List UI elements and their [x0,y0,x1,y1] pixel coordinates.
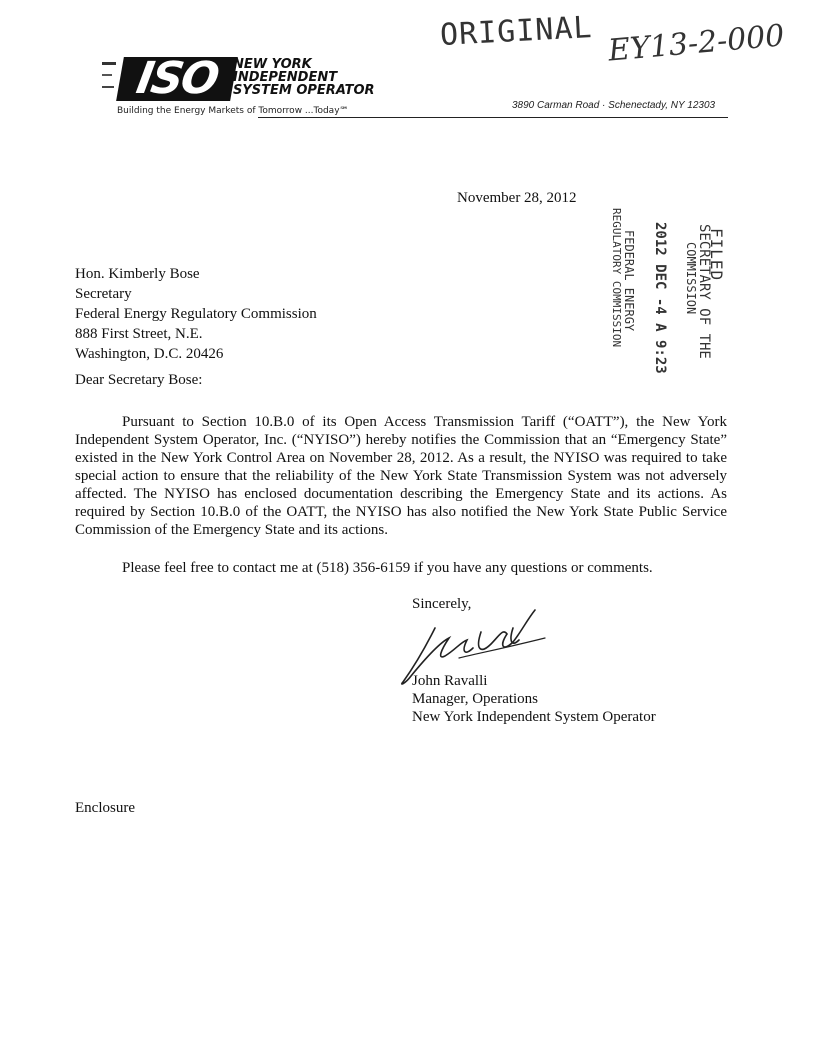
filed-stamp [600,200,730,390]
recipient-address [75,264,317,364]
logo-mark: ISO [116,57,238,101]
nyiso-logo [100,52,375,126]
body-paragraph-2: Please feel free to contact me at (518) 356-6159 if you have any questions or comments. [122,560,653,576]
recipient-line: 888 First Street, N.E. [75,326,203,342]
signer-title: Manager, Operations [412,691,539,707]
recipient-line: Hon. Kimberly Bose [75,266,200,282]
salutation: Dear Secretary Bose: [75,372,203,388]
logo-tagline: Building the Energy Markets of Tomorrow ...Today℠ [117,106,349,116]
closing: Sincerely, [412,596,472,612]
recipient-line: Federal Energy Regulatory Commission [75,306,317,322]
recipient-line: Secretary [75,286,132,302]
letterhead-address: 3890 Carman Road · Schenectady, NY 12303 [512,100,716,111]
logo-dash [102,74,112,76]
original-stamp: ORIGINAL [439,10,594,53]
signer-name: John Ravalli [412,673,488,689]
logo-dash [102,86,114,88]
logo-org-line3: SYSTEM OPERATOR [233,83,375,98]
filed-stamp-line: REGULATORY COMMISSION [610,208,623,348]
signer-org: New York Independent System Operator [412,709,656,725]
filed-stamp-line: 2012 DEC -4 A 9:23 [652,222,668,374]
logo-org-line2: INDEPENDENT [233,70,338,85]
docket-number: EY13-2-000 [606,18,786,69]
letterhead-rule [258,117,728,118]
letter-date: November 28, 2012 [457,190,577,206]
signer-block [412,672,656,726]
filed-stamp-line: COMMISSION [684,242,698,315]
body-paragraph-1: Pursuant to Section 10.B.0 of its Open Access Transmission Tariff (“OATT”), the New York Independent System Operator, Inc. (“NYISO”) hereby notifies the Commission that an “Emergency State” existed in the New York Control Area on November 28, 2012. As a result, the NYISO was required to take special action to ensure that the reliability of the New York State Transmission System was not adversely affected. The NYISO has enclosed documentation describing the Emergency State and its actions. As required by Section 10.B.0 of the OATT, the NYISO has also notified the New York State Public Service Commission of the Emergency State and its actions. [75,414,727,538]
filed-stamp-line: FILED [707,228,726,282]
filed-stamp-line: SECRETARY OF THE [696,224,712,359]
logo-org-line1: NEW YORK [233,57,312,72]
recipient-line: Washington, D.C. 20426 [75,346,224,362]
logo-dash [102,62,116,65]
enclosure-note: Enclosure [75,800,135,816]
filed-stamp-line: FEDERAL ENERGY [622,230,636,332]
